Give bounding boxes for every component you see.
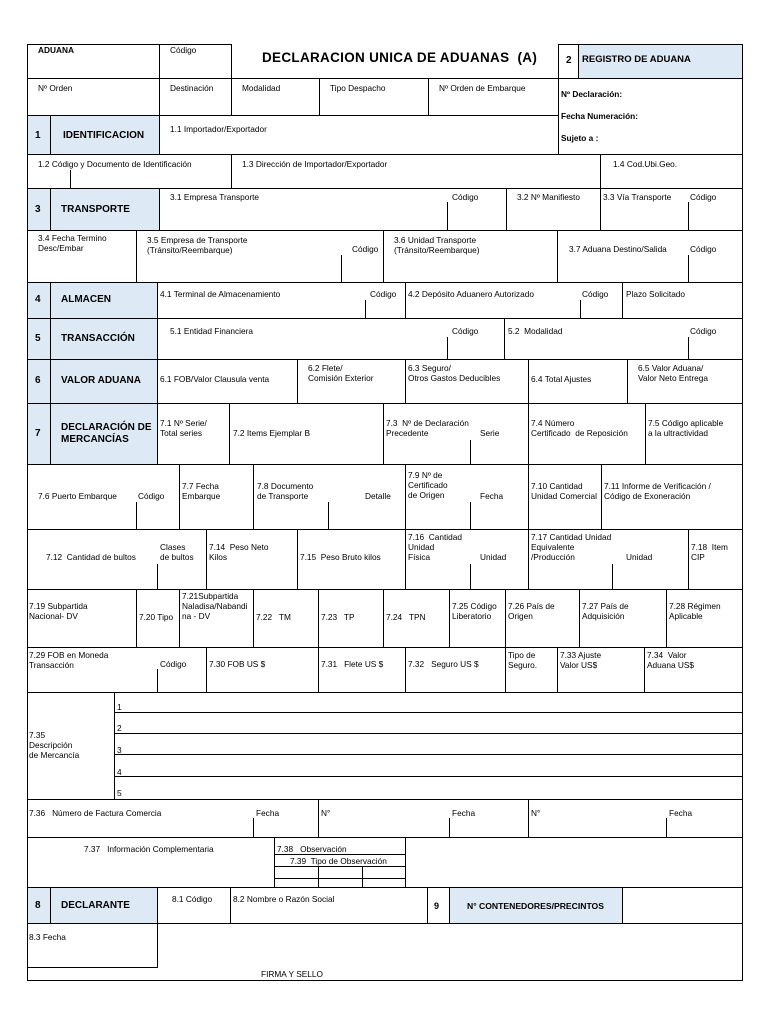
factura-comercial-label: 7.36 Número de Factura Comercia <box>29 808 162 818</box>
importador-label: 1.1 Importador/Exportador <box>170 124 267 134</box>
section-4-title: ALMACEN <box>61 294 111 305</box>
via-transporte-codigo-label: Código <box>690 192 717 202</box>
descripcion-line-number: 3 <box>117 745 122 755</box>
seguro-usd-label: 7.32 Seguro US $ <box>408 659 479 669</box>
divider <box>50 359 51 404</box>
empresa-transito-label: 3.5 Empresa de Transporte (Tránsito/Reembarque) <box>147 235 248 255</box>
subpartida-nacional-label: 7.19 Subpartida Nacional- DV <box>29 601 88 621</box>
orden-embarque-label: Nº Orden de Embarque <box>439 83 526 93</box>
factura-fecha-label: Fecha <box>669 808 693 818</box>
flete-usd-cell[interactable] <box>318 647 406 693</box>
puerto-codigo-label: Código <box>138 491 165 501</box>
divider <box>157 669 158 693</box>
divider <box>318 799 319 838</box>
divider <box>50 887 51 924</box>
items-ejemplar-label: 7.2 Items Ejemplar B <box>233 428 311 438</box>
fecha-embarque-label: 7.7 Fecha Embarque <box>182 481 221 501</box>
divider <box>50 188 51 231</box>
divider <box>136 502 137 530</box>
informe-verificacion-label: 7.11 Informe de Verificación / Código de Exoneración <box>604 481 711 501</box>
declarante-fecha-label: 8.3 Fecha <box>29 932 66 942</box>
divider <box>528 799 529 838</box>
divider <box>578 44 579 79</box>
ubigeo-label: 1.4 Cod.Ubi.Geo. <box>613 159 678 169</box>
divider <box>688 337 689 360</box>
cantidad-equivalente-label: 7.17 Cantidad Unidad Equivalente /Producción <box>531 532 612 562</box>
destinacion-label: Destinación <box>170 83 214 93</box>
divider <box>50 115 51 155</box>
certificado-reposicion-label: 7.4 Número Certificado de Reposición <box>531 418 628 438</box>
descripcion-line-number: 4 <box>117 767 122 777</box>
unidad-fisica-label: Unidad <box>480 552 507 562</box>
divider <box>50 318 51 360</box>
plazo-solicitado-cell[interactable] <box>622 282 743 319</box>
precedente-serie-label: Serie <box>480 428 500 438</box>
cantidad-bultos-label: 7.12 Cantidad de bultos <box>46 552 136 562</box>
section-9-number: 9 <box>434 901 440 911</box>
pais-adquisicion-label: 7.27 País de Adquisición <box>582 601 629 621</box>
terminal-almacenamiento-cell[interactable] <box>157 282 406 319</box>
flete-label: 6.2 Flete/ Comisión Exterior <box>308 363 374 383</box>
declaracion-precedente-label: 7.3 Nº de Declaración Precedente <box>386 418 469 438</box>
aduana-destino-codigo-label: Código <box>690 244 717 254</box>
manifiesto-label: 3.2 Nº Manifiesto <box>517 192 580 202</box>
section-3-title: TRANSPORTE <box>61 204 130 215</box>
observacion-label: 7.38 Observación <box>277 844 347 854</box>
documento-detalle-label: Detalle <box>365 491 391 501</box>
fob-valor-label: 6.1 FOB/Valor Clausula venta <box>160 374 270 384</box>
tipo-observacion-label: 7.39 Tipo de Observación <box>290 856 387 866</box>
via-transporte-label: 3.3 Vía Transporte <box>603 192 672 202</box>
section-5-title: TRANSACCIÓN <box>61 333 135 344</box>
empresa-transporte-label: 3.1 Empresa Transporte <box>170 192 260 202</box>
sujeto-label: Sujeto a : <box>561 133 599 143</box>
factura-fecha-label: Fecha <box>256 808 280 818</box>
divider <box>362 867 363 888</box>
terminal-almacenamiento-label: 4.1 Terminal de Almacenamiento <box>160 289 281 299</box>
descripcion-line[interactable] <box>114 712 743 734</box>
descripcion-mercancia-label: 7.35 Descripción de Mercancía <box>29 730 80 760</box>
section-4-number: 4 <box>35 294 41 305</box>
seguro-usd-cell[interactable] <box>405 647 506 693</box>
orden-label: Nº Orden <box>38 83 73 93</box>
section-7-title: DECLARACIÓN DE MERCANCÍAS <box>61 422 152 445</box>
item-cip-label: 7.18 Item CIP <box>691 542 728 562</box>
peso-neto-label: 7.14 Peso Neto Kilos <box>209 542 269 562</box>
tpn-label: 7.24 TPN <box>386 612 426 622</box>
fecha-termino-label: 3.4 Fecha Termino Desc/Embar <box>38 233 107 253</box>
descripcion-line-number: 2 <box>117 723 122 733</box>
seguro-label: 6.3 Seguro/ Otros Gastos Deducibles <box>408 363 501 383</box>
razon-social-cell[interactable] <box>230 887 428 924</box>
flete-usd-label: 7.31 Flete US $ <box>321 659 384 669</box>
divider <box>688 202 689 231</box>
informacion-complementaria-label: 7.37 Información Complementaria <box>84 844 214 854</box>
section-7-number: 7 <box>35 428 41 439</box>
subpartida-naladisa-label: 7.21Subpartida Naladisa/Nabandi na - DV <box>182 591 248 621</box>
divider <box>449 818 450 838</box>
declarante-codigo-cell[interactable] <box>157 887 231 924</box>
certificado-origen-label: 7.9 Nº de Certificado de Origen <box>408 470 448 500</box>
empresa-transporte-codigo-label: Código <box>452 192 479 202</box>
modalidad-pago-label: 5.2 Modalidad <box>508 326 563 336</box>
section-1-title: IDENTIFICACION <box>63 130 145 141</box>
divider <box>50 403 51 465</box>
fob-moneda-label: 7.29 FOB en Moneda Transacción <box>29 650 109 670</box>
divider <box>612 564 613 590</box>
tipo-despacho-label: Tipo Despacho <box>330 83 386 93</box>
divider <box>274 878 406 879</box>
modalidad-pago-cell[interactable] <box>504 318 743 360</box>
fob-moneda-codigo-label: Código <box>160 659 187 669</box>
num-declaracion-label: Nº Declaración: <box>561 89 623 99</box>
unidad-transporte-label: 3.6 Unidad Transporte (Tránsito/Reembarque) <box>394 235 480 255</box>
tipo-seguro-label: Tipo de Seguro. <box>508 650 538 670</box>
fob-usd-cell[interactable] <box>206 647 319 693</box>
divider <box>470 440 471 465</box>
modalidad-codigo-label: Código <box>690 326 717 336</box>
section-2-title: REGISTRO DE ADUANA <box>582 54 691 65</box>
descripcion-line-number: 5 <box>117 788 122 798</box>
descripcion-line-number: 1 <box>117 702 122 712</box>
descripcion-line[interactable] <box>114 692 743 713</box>
total-ajustes-label: 6.4 Total Ajustes <box>531 374 592 384</box>
aduana-destino-cell[interactable] <box>557 230 743 283</box>
divider <box>580 300 581 319</box>
descripcion-line[interactable] <box>114 776 743 800</box>
factura-comercial-row <box>27 799 743 838</box>
divider <box>447 337 448 360</box>
aduana-label: ADUANA <box>38 45 74 55</box>
fecha-numeracion-label: Fecha Numeración: <box>561 111 638 121</box>
section-6-number: 6 <box>35 375 41 386</box>
regimen-aplicable-label: 7.28 Régimen Aplicable <box>669 601 721 621</box>
importador-cell[interactable] <box>159 115 559 155</box>
cantidad-unidad-comercial-label: 7.10 Cantidad Unidad Comercial <box>531 481 597 501</box>
factura-numero-label: N° <box>531 808 541 818</box>
terminal-codigo-label: Código <box>370 289 397 299</box>
entidad-codigo-label: Código <box>452 326 479 336</box>
declarante-codigo-label: 8.1 Código <box>172 894 213 904</box>
aduana-destino-label: 3.7 Aduana Destino/Salida <box>569 244 667 254</box>
divider <box>70 170 71 189</box>
divider <box>688 255 689 283</box>
section-8-title: DECLARANTE <box>61 900 130 911</box>
codigo-documento-label: 1.2 Código y Documento de Identificación <box>38 159 192 169</box>
aduana-code-label: Código <box>170 45 197 55</box>
factura-fecha-label: Fecha <box>452 808 476 818</box>
tipo-label: 7.20 Tipo <box>139 612 174 622</box>
ajuste-valor-label: 7.33 Ajuste Valor US$ <box>560 650 602 670</box>
cantidad-unidad-fisica-label: 7.16 Cantidad Unidad Física <box>408 532 462 562</box>
documento-transporte-label: 7.8 Documento de Transporte <box>257 481 314 501</box>
plazo-solicitado-label: Plazo Solicitado <box>626 289 686 299</box>
entidad-financiera-label: 5.1 Entidad Financiera <box>170 326 254 336</box>
section-9-title: N° CONTENEDORES/PRECINTOS <box>467 901 604 911</box>
divider <box>365 300 366 319</box>
divider <box>470 564 471 590</box>
divider <box>341 255 342 283</box>
pais-origen-label: 7.26 País de Origen <box>508 601 555 621</box>
divider <box>666 818 667 838</box>
section-2-number: 2 <box>566 55 572 66</box>
clases-bultos-label: Clases de bultos <box>160 542 194 562</box>
deposito-aduanero-cell[interactable] <box>405 282 623 319</box>
deposito-aduanero-label: 4.2 Depósito Aduanero Autorizado <box>408 289 534 299</box>
divider <box>157 564 158 590</box>
tp-label: 7.23 TP <box>321 612 355 622</box>
divider <box>447 202 448 231</box>
unidad-equivalente-label: Unidad <box>626 552 653 562</box>
entidad-financiera-cell[interactable] <box>157 318 505 360</box>
fob-usd-label: 7.30 FOB US $ <box>209 659 266 669</box>
divider <box>318 867 319 888</box>
modalidad-label: Modalidad <box>242 83 281 93</box>
contenedores-cell[interactable] <box>622 887 743 924</box>
direccion-label: 1.3 Dirección de Importador/Exportador <box>242 159 388 169</box>
valor-aduana-label: 6.5 Valor Aduana/ Valor Neto Entrega <box>638 363 708 383</box>
section-3-number: 3 <box>35 204 41 215</box>
razon-social-label: 8.2 Nombre o Razón Social <box>233 894 335 904</box>
certificado-fecha-label: Fecha <box>480 491 504 501</box>
deposito-codigo-label: Código <box>582 289 609 299</box>
tm-label: 7.22 TM <box>256 612 291 622</box>
divider <box>50 282 51 319</box>
codigo-liberatorio-label: 7.25 Código Liberatorio <box>452 601 497 621</box>
descripcion-line[interactable] <box>114 754 743 777</box>
divider <box>470 502 471 530</box>
valor-aduana-usd-label: 7.34 Valor Aduana US$ <box>647 650 695 670</box>
num-serie-label: 7.1 Nº Serie/ Total series <box>160 418 207 438</box>
firma-sello-area[interactable] <box>27 923 743 981</box>
section-5-number: 5 <box>35 333 41 344</box>
section-8-number: 8 <box>35 900 41 911</box>
divider <box>253 818 254 838</box>
page-title: DECLARACION UNICA DE ADUANAS (A) <box>262 50 538 65</box>
descripcion-line[interactable] <box>114 733 743 755</box>
divider <box>328 502 329 530</box>
section-6-title: VALOR ADUANA <box>61 375 141 386</box>
peso-bruto-label: 7.15 Peso Bruto kilos <box>300 552 381 562</box>
firma-sello-label: FIRMA Y SELLO <box>261 969 323 979</box>
section-1-number: 1 <box>35 130 41 141</box>
empresa-transito-codigo-label: Código <box>352 244 379 254</box>
codigo-ultractividad-label: 7.5 Código aplicable a la ultractividad <box>648 418 724 438</box>
factura-numero-label: N° <box>321 808 331 818</box>
puerto-embarque-label: 7.6 Puerto Embarque <box>38 491 117 501</box>
